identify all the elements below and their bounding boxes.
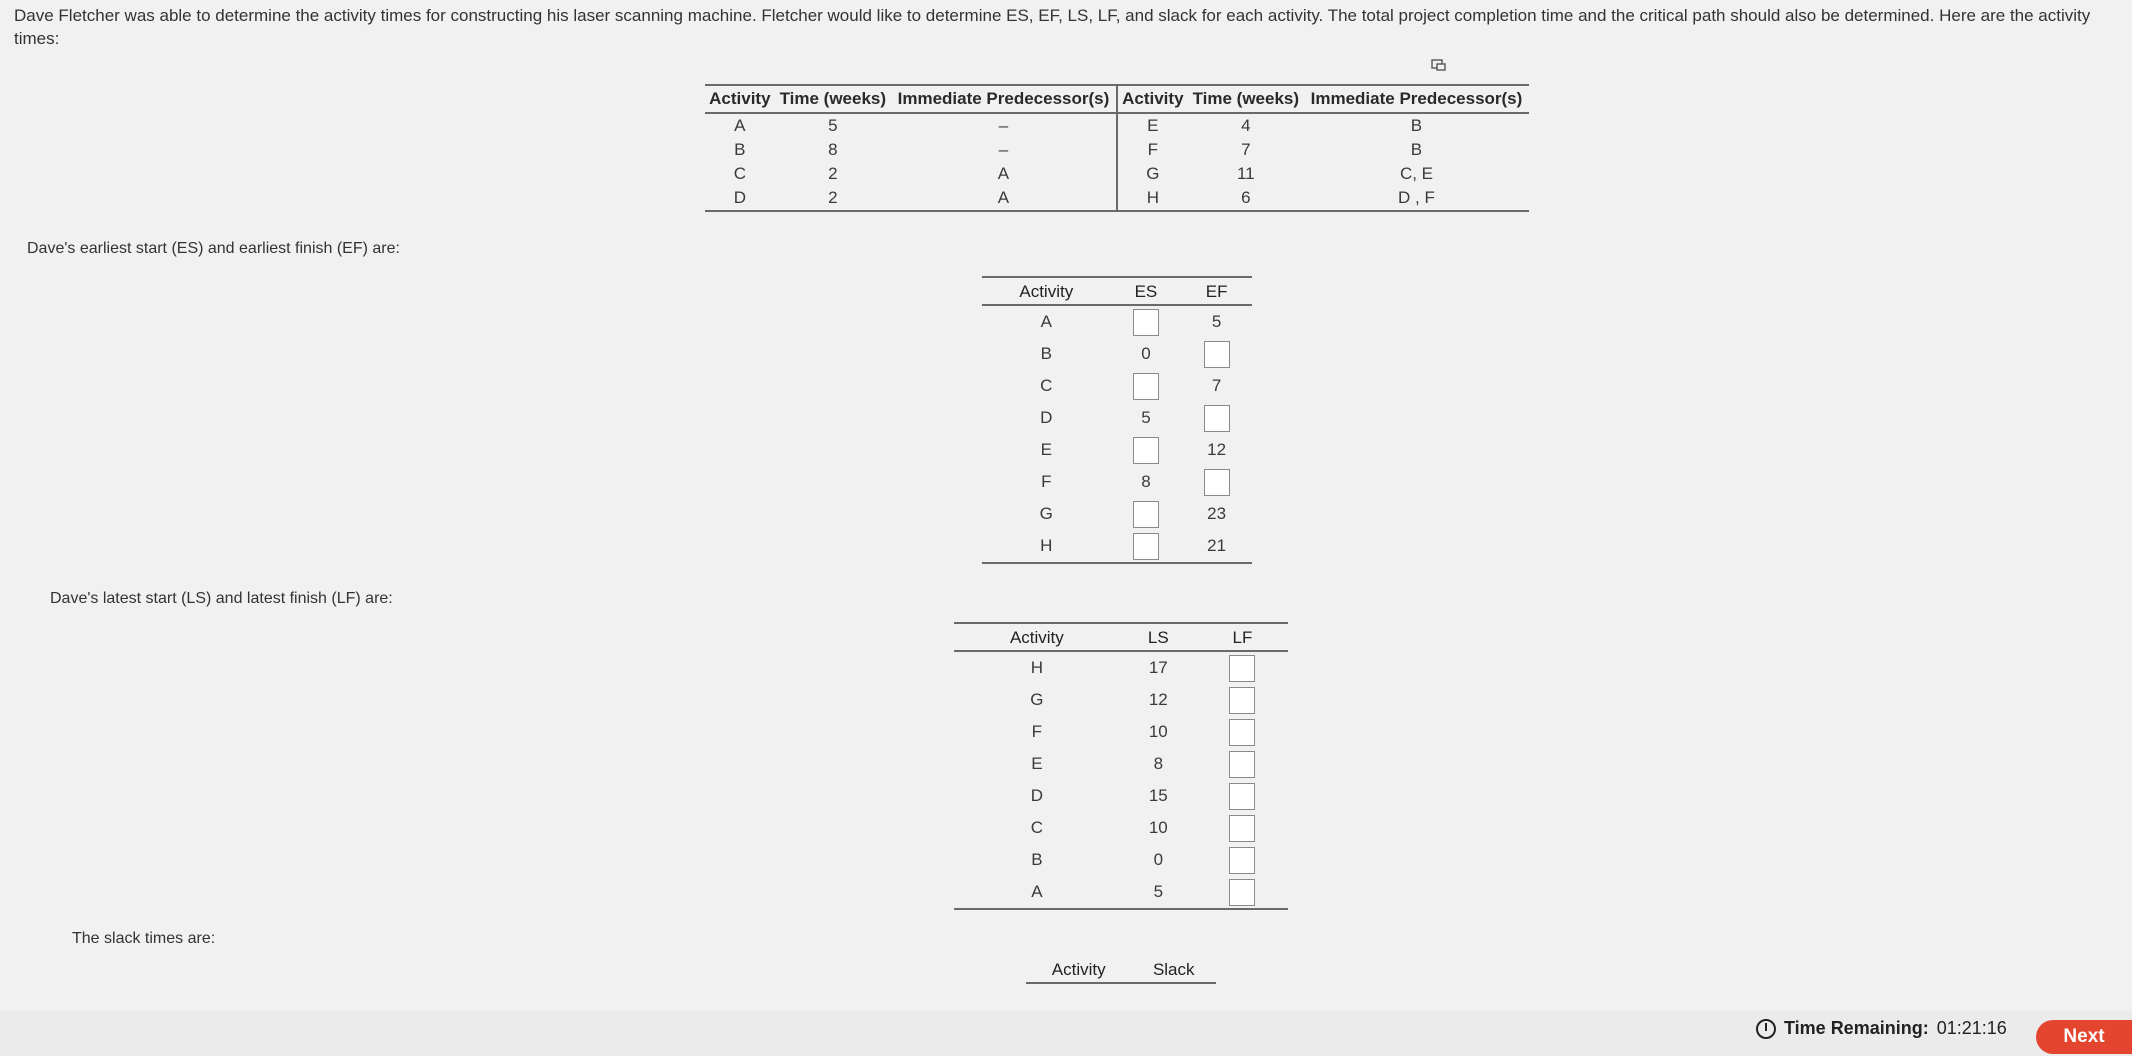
- clock-icon: [1756, 1019, 1776, 1039]
- col-ef: EF: [1181, 277, 1252, 305]
- table-cell: [1120, 780, 1197, 812]
- table-cell: –: [891, 113, 1117, 138]
- es-input[interactable]: [1133, 501, 1159, 528]
- table-cell: [1111, 530, 1182, 563]
- lf-input[interactable]: [1229, 783, 1255, 810]
- table-cell: A: [891, 186, 1117, 211]
- table-row: [954, 684, 1288, 716]
- table-cell: –: [891, 138, 1117, 162]
- table-cell: [1111, 434, 1182, 466]
- ef-input[interactable]: [1204, 469, 1230, 496]
- table-cell: [1181, 434, 1252, 466]
- table-cell: E: [1147, 116, 1159, 135]
- col-activity: Activity: [982, 277, 1111, 305]
- activity-cell: H: [1030, 658, 1043, 677]
- table-cell: 11: [1236, 164, 1255, 183]
- activity-cell: F: [1041, 472, 1052, 491]
- table-row: [954, 844, 1288, 876]
- table-row: [705, 138, 1529, 162]
- table-cell: [1181, 466, 1252, 498]
- cell-value: 17: [1148, 658, 1168, 677]
- table-cell: [1181, 338, 1252, 370]
- header-cell: Activity: [1117, 85, 1188, 113]
- table-row: [982, 402, 1252, 434]
- activity-cell: C: [1040, 376, 1053, 395]
- col-lf: LF: [1197, 623, 1288, 651]
- table-cell: B: [1410, 116, 1423, 135]
- lf-input[interactable]: [1229, 719, 1255, 746]
- cell-value: 8: [1141, 472, 1151, 491]
- table-cell: [1181, 370, 1252, 402]
- col-activity: Activity: [954, 623, 1120, 651]
- table-cell: 4: [1241, 116, 1251, 135]
- table-cell: [1111, 338, 1182, 370]
- col-ls: LS: [1120, 623, 1197, 651]
- slack-label: The slack times are:: [72, 930, 216, 947]
- es-input[interactable]: [1133, 373, 1159, 400]
- table-cell: [1181, 402, 1252, 434]
- table-cell: F: [1147, 140, 1159, 159]
- cell-value: 21: [1207, 536, 1227, 555]
- table-row: [982, 370, 1252, 402]
- activity-cell: G: [1030, 690, 1044, 709]
- cell-value: 12: [1148, 690, 1168, 709]
- slack-table: [1026, 956, 1216, 984]
- next-button[interactable]: Next: [2036, 1020, 2132, 1054]
- activity-cell: E: [1031, 754, 1043, 773]
- table-cell: C: [733, 164, 746, 183]
- cell-value: 5: [1211, 312, 1222, 331]
- table-cell: [1111, 305, 1182, 338]
- es-input[interactable]: [1133, 309, 1159, 336]
- es-input[interactable]: [1133, 437, 1159, 464]
- activity-cell: D: [1030, 786, 1043, 805]
- table-cell: 2: [775, 186, 891, 211]
- header-cell: Immediate Predecessor(s): [891, 85, 1117, 113]
- col-slack: Slack: [1131, 956, 1216, 983]
- activity-cell: G: [1039, 504, 1053, 523]
- table-row: [705, 186, 1529, 211]
- table-cell: [1120, 876, 1197, 909]
- table-cell: [1111, 498, 1182, 530]
- activity-cell: F: [1031, 722, 1043, 741]
- table-row: [954, 876, 1288, 909]
- timer-value: 01:21:16: [1936, 1018, 2007, 1038]
- lf-input[interactable]: [1229, 847, 1255, 874]
- es-ef-table: [982, 276, 1252, 564]
- table-cell: 5: [828, 116, 838, 135]
- activity-cell: E: [1040, 440, 1052, 459]
- table-cell: [1197, 876, 1288, 909]
- table-cell: [1120, 716, 1197, 748]
- header-cell: Time (weeks): [1188, 85, 1304, 113]
- activity-cell: A: [954, 876, 1120, 909]
- activity-cell: H: [982, 530, 1111, 563]
- table-cell: 8: [828, 140, 838, 159]
- table-cell: G: [1146, 164, 1160, 183]
- table-cell: D: [705, 186, 775, 211]
- table-row: [982, 434, 1252, 466]
- header-cell: Immediate Predecessor(s): [1304, 85, 1529, 113]
- timer-label: Time Remaining:: [1784, 1018, 1929, 1038]
- table-cell: [1120, 844, 1197, 876]
- col-es: ES: [1111, 277, 1182, 305]
- activity-times-table: [705, 84, 1529, 212]
- lf-input[interactable]: [1229, 751, 1255, 778]
- cell-value: 10: [1148, 818, 1168, 837]
- time-remaining: [1756, 1018, 2007, 1039]
- table-cell: C, E: [1399, 164, 1433, 183]
- table-row: [954, 748, 1288, 780]
- table-cell: [1197, 684, 1288, 716]
- table-row: [954, 651, 1288, 684]
- es-input[interactable]: [1133, 533, 1159, 560]
- table-cell: [1197, 780, 1288, 812]
- copy-table-icon[interactable]: [1430, 58, 1448, 74]
- cell-value: 0: [1153, 850, 1164, 869]
- activity-cell: B: [1031, 850, 1043, 869]
- ls-lf-table: [954, 622, 1288, 910]
- table-row: [705, 162, 1529, 186]
- cell-value: 15: [1148, 786, 1168, 805]
- table-row: [954, 780, 1288, 812]
- cell-value: 23: [1207, 504, 1227, 523]
- cell-value: 5: [1153, 882, 1164, 901]
- table-row: [954, 812, 1288, 844]
- table-cell: 6: [1188, 186, 1304, 211]
- cell-value: 10: [1148, 722, 1168, 741]
- ef-input[interactable]: [1204, 341, 1230, 368]
- table-row: [982, 466, 1252, 498]
- table-cell: [1111, 370, 1182, 402]
- table-row: [982, 305, 1252, 338]
- table-cell: D , F: [1304, 186, 1529, 211]
- table-cell: [1111, 466, 1182, 498]
- table-cell: [1181, 530, 1252, 563]
- table-row: [982, 530, 1252, 563]
- cell-value: 7: [1211, 376, 1222, 395]
- table-cell: H: [1117, 186, 1188, 211]
- table-cell: [1197, 844, 1288, 876]
- question-intro: Dave Fletcher was able to determine the activity times for constructing his laser scanning machine. Fletcher would like to determine ES, EF, LS, LF, and slack for each activity. The total project completion time and the critical path should also be determined. Here are the activity times:: [14, 6, 2091, 48]
- table-cell: [1120, 684, 1197, 716]
- table-cell: A: [734, 116, 746, 135]
- table-cell: [1197, 651, 1288, 684]
- table-cell: [1120, 651, 1197, 684]
- table-cell: [1111, 402, 1182, 434]
- table-row: [954, 716, 1288, 748]
- cell-value: 12: [1207, 440, 1227, 459]
- lf-input[interactable]: [1229, 687, 1255, 714]
- ef-input[interactable]: [1204, 405, 1230, 432]
- table-cell: [1181, 305, 1252, 338]
- table-row: [705, 113, 1529, 138]
- header-cell: Activity: [705, 85, 775, 113]
- table-cell: [1120, 748, 1197, 780]
- table-cell: [1120, 812, 1197, 844]
- lf-input[interactable]: [1229, 815, 1255, 842]
- ls-lf-label: Dave's latest start (LS) and latest finish (LF) are:: [50, 590, 393, 607]
- activity-cell: A: [1040, 312, 1052, 331]
- table-cell: [1181, 498, 1252, 530]
- table-row: [982, 498, 1252, 530]
- activity-cell: C: [1030, 818, 1043, 837]
- table-cell: B: [734, 140, 746, 159]
- lf-input[interactable]: [1229, 879, 1255, 906]
- table-cell: [1197, 812, 1288, 844]
- cell-value: 5: [1141, 408, 1151, 427]
- activity-cell: B: [1040, 344, 1052, 363]
- table-cell: B: [1410, 140, 1423, 159]
- col-activity: Activity: [1026, 956, 1131, 983]
- table-row: [982, 338, 1252, 370]
- lf-input[interactable]: [1229, 655, 1255, 682]
- table-cell: [1197, 716, 1288, 748]
- activity-cell: D: [1040, 408, 1053, 427]
- table-cell: 7: [1241, 140, 1251, 159]
- es-ef-label: Dave's earliest start (ES) and earliest finish (EF) are:: [27, 240, 400, 257]
- table-cell: [1197, 748, 1288, 780]
- table-cell: 2: [828, 164, 838, 183]
- header-cell: Time (weeks): [775, 85, 891, 113]
- cell-value: 0: [1141, 344, 1151, 363]
- cell-value: 8: [1153, 754, 1164, 773]
- table-cell: A: [891, 162, 1117, 186]
